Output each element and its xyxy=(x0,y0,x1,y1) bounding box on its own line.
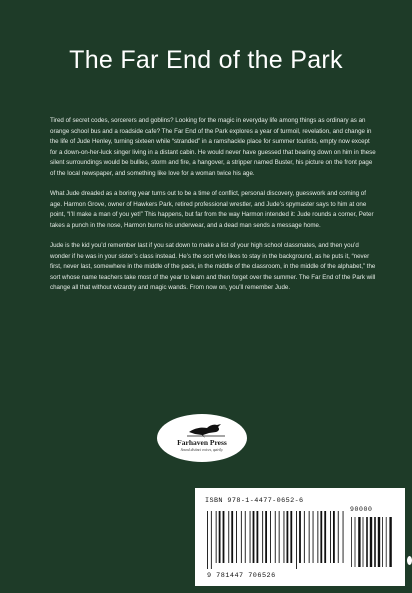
barcode-bar xyxy=(299,511,301,563)
barcode-bar xyxy=(287,511,289,563)
blurb-text xyxy=(50,116,378,303)
publisher-tagline: Sound distinct voices, quietly. xyxy=(180,448,224,452)
barcode-bar xyxy=(304,511,305,563)
barcode-bar xyxy=(245,511,246,563)
publisher-name: Farhaven Press xyxy=(177,438,227,447)
barcode-bar xyxy=(223,511,225,563)
barcode-bar xyxy=(250,511,251,563)
barcode-addon-bar xyxy=(382,517,383,567)
barcode-bar xyxy=(290,511,292,563)
barcode-bar xyxy=(317,511,318,563)
barcode-bar xyxy=(320,511,322,563)
barcode-addon-bar xyxy=(363,517,364,567)
blurb-paragraph-1: Tired of secret codes, sorcerers and goblins? Looking for the magic in everyday life among things as ordinary as an orange school bus and a roadside cafe? The Far End of the Park explores a year of turmoil, revelation, and change in the life of Jude Henley, turning sixteen while “stranded” in a ramshackle place for summer tourists, empty now except for a down-on-her-luck singer living in a distant cabin. He would never have guessed that bearing down on him in these silent surroundings would be bullies, storm and fire, a hangover, a stripper named Buster, his picture on the front page of the local newspaper, and something like love for a woman twice his age. xyxy=(50,117,376,177)
barcode-bar xyxy=(270,511,271,563)
barcode-addon-digits: 90000 xyxy=(350,506,373,513)
barcode-addon-bar xyxy=(378,517,380,567)
barcode-bar xyxy=(265,511,267,563)
barcode-addon-bar xyxy=(355,517,356,567)
barcode-bar xyxy=(236,511,237,563)
edge-mark xyxy=(407,556,412,565)
book-title: The Far End of the Park xyxy=(69,46,343,74)
barcode-bar xyxy=(296,511,297,569)
barcode-addon-bar xyxy=(366,517,368,567)
barcode-bar xyxy=(333,511,335,563)
barcode-addon-bar xyxy=(389,517,391,567)
barcode-bar xyxy=(216,511,217,563)
barcode-bar xyxy=(338,511,339,563)
barcode-bar xyxy=(253,511,255,563)
barcode-bar xyxy=(219,511,221,563)
barcode-addon-bar xyxy=(386,517,387,567)
barcode-bar xyxy=(284,511,285,563)
barcode-bar xyxy=(343,511,344,563)
blackbird-icon xyxy=(185,419,227,439)
barcode-bar xyxy=(330,511,331,563)
barcode-digits: 9 781447 706526 xyxy=(207,572,276,580)
barcode-bar xyxy=(207,511,208,569)
barcode-bar xyxy=(262,511,263,563)
barcode-addon-bar xyxy=(370,517,372,567)
barcode-bar xyxy=(231,511,233,563)
barcode-bar xyxy=(241,511,242,563)
barcode-bar xyxy=(211,511,212,569)
isbn-label: ISBN 978-1-4477-0652-6 xyxy=(205,497,304,505)
blurb-paragraph-3: Jude is the kid you’d remember last if you sat down to make a list of your high school classmates, and then you’d wonder if he was in your sister’s class instead. He’s the sort who likes to stay in the background, as he puts it, “never first, never last, somewhere in the middle of the pack, in the middle of the classroom, in the middle of the alphabet,” the sort whose name teachers take most of the year to learn and then forget over the summer. The Far End of the Park will change all that without wizardry and magic wands. From now on, you’ll remember Jude. xyxy=(50,241,376,292)
barcode-bar xyxy=(275,511,276,563)
barcode-addon-bar xyxy=(351,517,352,567)
barcode-bar xyxy=(279,511,280,563)
barcode-bar xyxy=(257,511,259,563)
blurb-paragraph-2: What Jude dreaded as a boring year turns out to be a time of conflict, personal discovery, guesswork and coming of age. Harmon Grove, owner of Hawkers Park, retired professional wrestler, and Jude’s spymaster says to him at one point, “I’ll make a man of you yet!” This happens, but far from the way Harmon intended it: Jude rounds a corner, Peter takes a punch in the nose, Harmon burns his underwear, and a dead man sends a message home. xyxy=(50,190,374,229)
barcode-bars xyxy=(205,507,395,569)
barcode-bar xyxy=(324,511,326,563)
barcode-bar xyxy=(309,511,310,563)
barcode-addon-bar xyxy=(374,517,376,567)
barcode-bar xyxy=(313,511,314,563)
isbn-barcode xyxy=(195,488,405,586)
barcode-addon-bar xyxy=(358,517,360,567)
publisher-logo xyxy=(157,414,247,462)
barcode-bar xyxy=(228,511,229,563)
